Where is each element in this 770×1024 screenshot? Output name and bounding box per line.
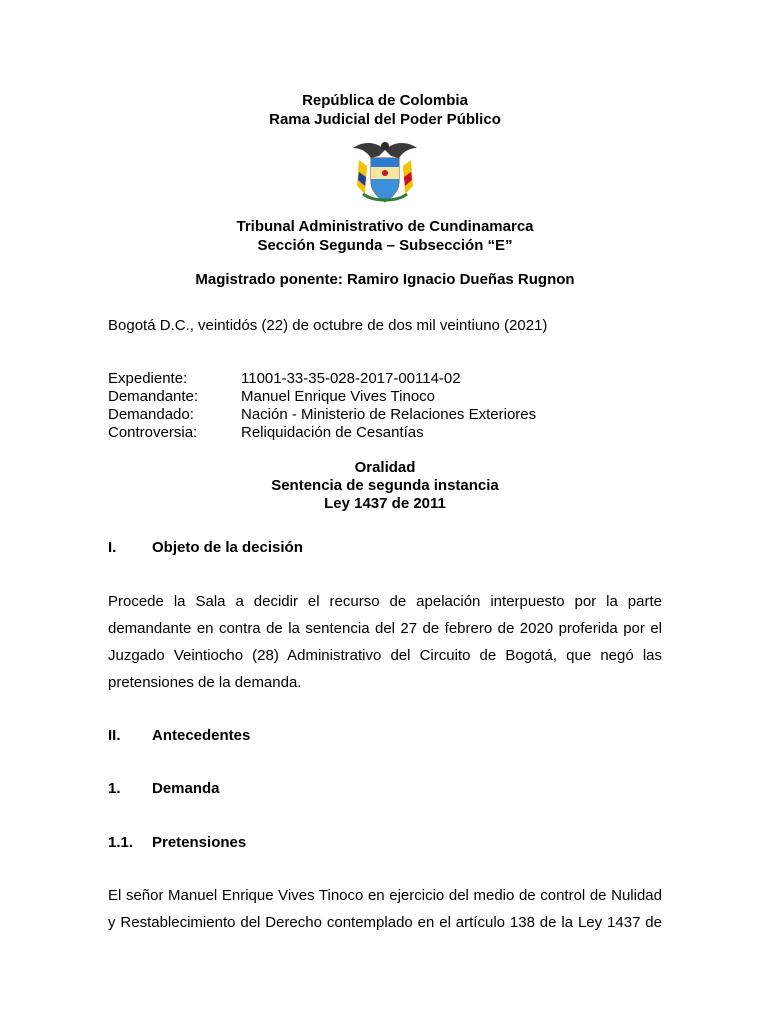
- paragraph-line: y Restablecimiento del Derecho contemplado en el artículo 138 de la Ley 1437 de: [108, 914, 662, 931]
- header-country: República de Colombia: [302, 92, 468, 109]
- case-label-demandante: Demandante:: [108, 388, 199, 405]
- court-section: Sección Segunda – Subsección “E”: [257, 237, 513, 254]
- section-number-4: 1.1.: [108, 834, 134, 851]
- section-number-3: 1.: [108, 780, 121, 797]
- paragraph-line: Procede la Sala a decidir el recurso de apelación interpuesto por la parte: [108, 593, 662, 610]
- case-value-controversia: Reliquidación de Cesantías: [241, 424, 424, 441]
- section-title-pretensiones: Pretensiones: [152, 834, 247, 851]
- case-value-demandado: Nación - Ministerio de Relaciones Exteriores: [241, 406, 537, 423]
- case-label-demandado: Demandado:: [108, 406, 194, 423]
- date-line: Bogotá D.C., veintidós (22) de octubre de dos mil veintiuno (2021): [108, 317, 548, 334]
- header-branch: Rama Judicial del Poder Público: [269, 111, 501, 128]
- paragraph-line: pretensiones de la demanda.: [108, 674, 302, 691]
- paragraph-line: demandante en contra de la sentencia del 27 de febrero de 2020 proferida por el: [108, 620, 662, 637]
- case-label-expediente: Expediente:: [108, 370, 188, 387]
- colombia-coat-of-arms-icon: [349, 136, 421, 208]
- case-value-expediente: 11001-33-35-028-2017-00114-02: [241, 370, 461, 387]
- proceeding-law: Ley 1437 de 2011: [324, 495, 446, 512]
- section-title-demanda: Demanda: [152, 780, 220, 797]
- court-name: Tribunal Administrativo de Cundinamarca: [236, 218, 534, 235]
- proceeding-type: Oralidad: [354, 459, 416, 476]
- paragraph-line: Juzgado Veintiocho (28) Administrativo del Circuito de Bogotá, que negó las: [108, 647, 662, 664]
- section-number-2: II.: [108, 727, 121, 744]
- section-number-1: I.: [108, 539, 117, 556]
- proceeding-instance: Sentencia de segunda instancia: [271, 477, 499, 494]
- case-value-demandante: Manuel Enrique Vives Tinoco: [241, 388, 436, 405]
- paragraph-line: El señor Manuel Enrique Vives Tinoco en ejercicio del medio de control de Nulidad: [108, 887, 662, 904]
- section-title-antecedentes: Antecedentes: [152, 727, 251, 744]
- case-label-controversia: Controversia:: [108, 424, 198, 441]
- section-title-objeto: Objeto de la decisión: [152, 539, 303, 556]
- magistrate-line: Magistrado ponente: Ramiro Ignacio Dueñas Rugnon: [195, 271, 575, 288]
